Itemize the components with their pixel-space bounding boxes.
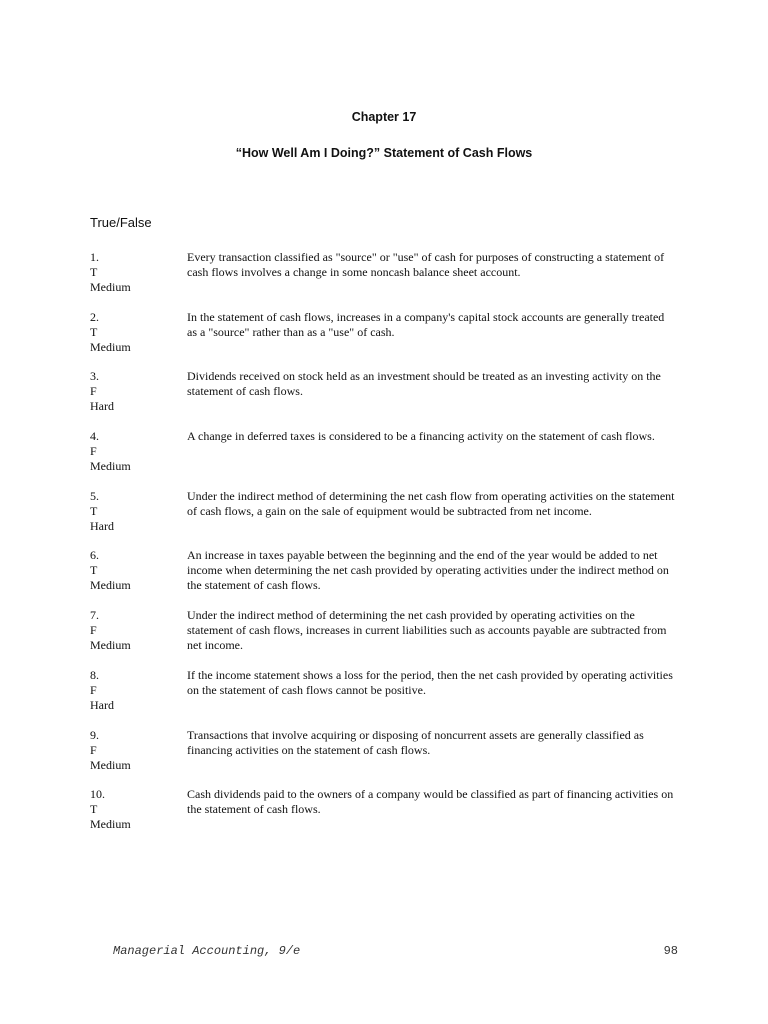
question-difficulty: Medium	[90, 280, 131, 294]
question-text: Under the indirect method of determining the net cash provided by operating activities on the statement of cash flows, increases in current liabilities such as accounts payable are subtracted from net income.	[187, 608, 667, 653]
question-answer: F	[90, 742, 97, 757]
question-answer: T	[90, 503, 98, 518]
question-item	[90, 250, 690, 310]
question-item	[90, 728, 690, 788]
question-item	[90, 787, 690, 847]
question-text: Transactions that involve acquiring or disposing of noncurrent assets are generally classified as financing activities on the statement of cash flows.	[187, 727, 644, 757]
question-number: 5.	[90, 488, 99, 503]
question-item	[90, 429, 690, 489]
question-meta	[90, 489, 187, 549]
question-number: 9.	[90, 727, 99, 742]
question-meta	[90, 668, 187, 728]
question-text: Cash dividends paid to the owners of a company would be classified as part of financing activities on the statement of cash flows.	[187, 787, 674, 817]
question-item	[90, 548, 690, 608]
chapter-heading: Chapter 17	[351, 110, 417, 124]
question-text: Dividends received on stock held as an investment should be treated as an investing activity on the statement of cash flows.	[187, 369, 661, 399]
question-answer: F	[90, 444, 97, 459]
question-difficulty: Medium	[90, 817, 131, 832]
question-difficulty: Medium	[90, 638, 131, 653]
question-number: 3.	[90, 369, 99, 384]
question-meta	[90, 250, 187, 310]
question-text: In the statement of cash flows, increases in a company's capital stock accounts are generally treated as a "source" rather than as a "use" of cash.	[187, 309, 665, 339]
question-meta	[90, 608, 187, 668]
question-meta	[90, 548, 187, 608]
question-number: 6.	[90, 548, 99, 563]
section-heading: True/False	[90, 215, 152, 230]
question-meta	[90, 369, 187, 429]
question-answer: T	[90, 802, 98, 817]
question-number: 2.	[90, 309, 99, 324]
question-item	[90, 608, 690, 668]
question-meta	[90, 787, 187, 847]
page-title: “How Well Am I Doing?” Statement of Cash Flows	[235, 146, 533, 160]
question-answer: F	[90, 384, 97, 399]
question-number: 7.	[90, 608, 99, 623]
question-item	[90, 668, 690, 728]
question-meta	[90, 429, 187, 489]
footer-book-title: Managerial Accounting, 9/e	[113, 944, 301, 958]
question-answer: T	[90, 265, 98, 279]
question-answer: T	[90, 324, 98, 339]
question-text: If the income statement shows a loss for the period, then the net cash provided by operating activities on the statement of cash flows cannot be positive.	[187, 667, 673, 697]
question-difficulty: Medium	[90, 459, 131, 474]
page-number: 98	[663, 944, 678, 958]
question-difficulty: Medium	[90, 578, 131, 593]
question-item	[90, 369, 690, 429]
question-number: 1.	[90, 250, 99, 264]
question-difficulty: Hard	[90, 518, 114, 533]
question-text: A change in deferred taxes is considered to be a financing activity on the statement of cash flows.	[187, 429, 655, 444]
question-number: 8.	[90, 667, 99, 682]
question-text: Every transaction classified as "source" or "use" of cash for purposes of constructing a statement of cash flows involves a change in some noncash balance sheet account.	[187, 250, 665, 279]
question-answer: T	[90, 563, 98, 578]
question-text: Under the indirect method of determining the net cash flow from operating activities on the statement of cash flows, a gain on the sale of equipment would be subtracted from net income.	[187, 488, 675, 518]
question-difficulty: Medium	[90, 339, 131, 354]
question-number: 10.	[90, 787, 105, 802]
question-item	[90, 310, 690, 370]
question-difficulty: Hard	[90, 399, 114, 414]
question-answer: F	[90, 682, 97, 697]
question-text: An increase in taxes payable between the beginning and the end of the year would be added to net income when determining the net cash provided by operating activities under the indirect method on the statement of cash flows.	[187, 548, 669, 593]
question-difficulty: Hard	[90, 697, 114, 712]
question-list	[90, 250, 690, 847]
question-meta	[90, 728, 187, 788]
question-item	[90, 489, 690, 549]
question-number: 4.	[90, 429, 99, 444]
question-difficulty: Medium	[90, 757, 131, 772]
question-meta	[90, 310, 187, 370]
question-answer: F	[90, 623, 97, 638]
